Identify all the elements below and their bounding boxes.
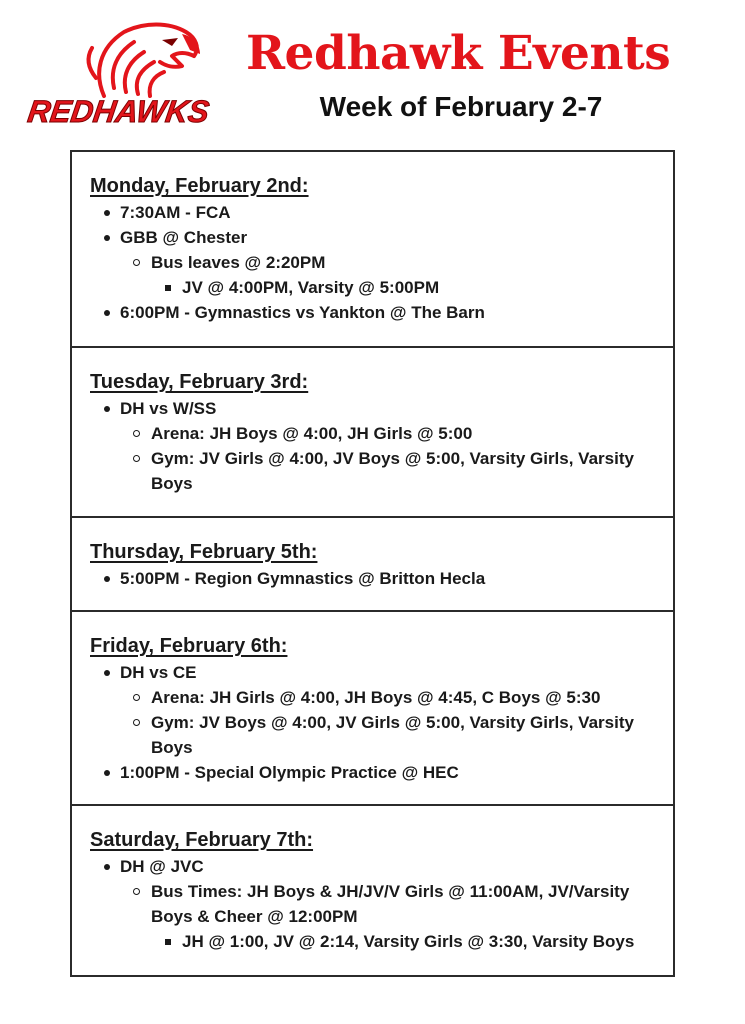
hawk-head-icon (74, 18, 204, 104)
event-item: DH vs W/SS (90, 396, 655, 421)
event-item: 6:00PM - Gymnastics vs Yankton @ The Barn (90, 300, 655, 325)
day-heading: Friday, February 6th: (90, 635, 288, 657)
event-list (90, 660, 655, 785)
events-schedule (70, 150, 675, 977)
event-item: JV @ 4:00PM, Varsity @ 5:00PM (90, 275, 655, 300)
event-item: 1:00PM - Special Olympic Practice @ HEC (90, 760, 655, 785)
event-item: Bus leaves @ 2:20PM (90, 250, 655, 275)
day-section (72, 348, 673, 518)
page-subtitle: Week of February 2-7 (319, 91, 603, 122)
event-list (90, 396, 655, 496)
event-item: DH @ JVC (90, 854, 655, 879)
redhawks-logo (26, 18, 226, 128)
event-item: Gym: JV Boys @ 4:00, JV Girls @ 5:00, Varsity Girls, Varsity Boys (90, 710, 655, 760)
day-heading: Tuesday, February 3rd: (90, 371, 309, 393)
page-title: Redhawk Events (246, 26, 671, 81)
logo-wordmark: REDHAWKS (25, 94, 212, 129)
event-item: Bus Times: JH Boys & JH/JV/V Girls @ 11:00AM, JV/Varsity Boys & Cheer @ 12:00PM (90, 879, 655, 929)
event-item: Gym: JV Girls @ 4:00, JV Boys @ 5:00, Varsity Girls, Varsity Boys (90, 446, 655, 496)
day-heading: Saturday, February 7th: (90, 829, 314, 851)
day-heading: Monday, February 2nd: (90, 175, 309, 197)
event-item: GBB @ Chester (90, 225, 655, 250)
event-list (90, 854, 655, 954)
event-list (90, 566, 655, 591)
day-section (72, 612, 673, 806)
event-item: JH @ 1:00, JV @ 2:14, Varsity Girls @ 3:30, Varsity Boys (90, 929, 655, 954)
day-section (72, 518, 673, 612)
event-item: 7:30AM - FCA (90, 200, 655, 225)
day-section (72, 152, 673, 348)
event-item: 5:00PM - Region Gymnastics @ Britton Hecla (90, 566, 655, 591)
event-item: DH vs CE (90, 660, 655, 685)
event-list (90, 200, 655, 325)
day-heading: Thursday, February 5th: (90, 541, 318, 563)
event-item: Arena: JH Boys @ 4:00, JH Girls @ 5:00 (90, 421, 655, 446)
day-section (72, 806, 673, 975)
event-item: Arena: JH Girls @ 4:00, JH Boys @ 4:45, C Boys @ 5:30 (90, 685, 655, 710)
